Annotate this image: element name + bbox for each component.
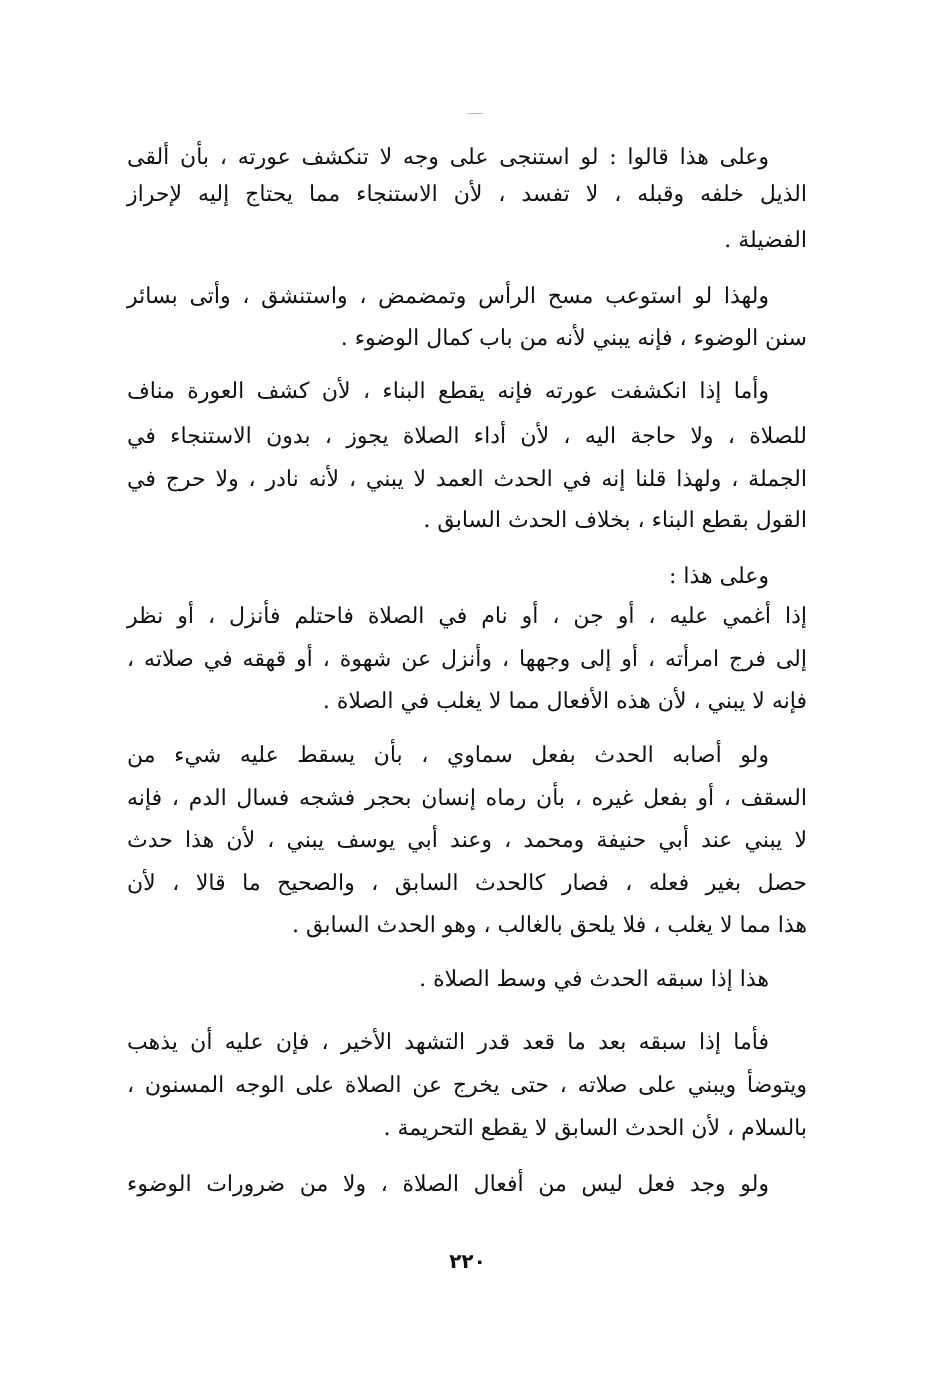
text-line: السقف ، أو بفعل غيره ، بأن رماه إنسان بحجر فشجه فسال الدم ، فإنه: [127, 786, 807, 811]
text-line: ولهذا لو استوعب مسح الرأس وتمضمض ، واستنشق ، وأتى بسائر: [127, 284, 770, 309]
text-line: حصل بغير فعله ، فصار كالحدث السابق ، والصحيح ما قالا ، لأن: [127, 871, 807, 896]
text-line: الفضيلة .: [724, 228, 807, 253]
text-line: ولو وجد فعل ليس من أفعال الصلاة ، ولا من ضرورات الوضوء: [127, 1172, 769, 1197]
text-line: ويتوضأ ويبني على صلاته ، حتى يخرج عن الصلاة على الوجه المسنون ،: [127, 1073, 807, 1098]
text-line: للصلاة ، ولا حاجة اليه ، لأن أداء الصلاة يجوز ، بدون الاستنجاء في: [127, 424, 807, 449]
page-number: ٢٢٠: [449, 1249, 486, 1273]
text-line: وعلى هذا :: [668, 564, 769, 589]
text-line: بالسلام ، لأن الحدث السابق لا يقطع التحريمة .: [383, 1116, 807, 1141]
text-line: إذا أغمي عليه ، أو جن ، أو نام في الصلاة فاحتلم فأنزل ، أو نظر: [127, 604, 807, 629]
text-line: هذا مما لا يغلب ، فلا يلحق بالغالب ، وهو الحدث السابق .: [292, 913, 807, 938]
text-line: إلى فرج امرأته ، أو إلى وجهها ، وأنزل عن شهوة ، أو قهقه في صلاته ،: [127, 647, 807, 672]
text-line: وأما إذا انكشفت عورته فإنه يقطع البناء ، لأن كشف العورة مناف: [127, 379, 769, 404]
text-line: هذا إذا سبقه الحدث في وسط الصلاة .: [419, 967, 769, 992]
text-line: سنن الوضوء ، فإنه يبني لأنه من باب كمال الوضوء .: [340, 326, 807, 351]
text-line: لا يبني عند أبي حنيفة ومحمد ، وعند أبي يوسف يبني ، لأن هذا حدث: [127, 828, 807, 853]
top-rule: [467, 113, 483, 114]
text-line: الذيل خلفه وقبله ، لا تفسد ، لأن الاستنجاء مما يحتاج إليه لإحراز: [127, 182, 807, 207]
text-line: فأما إذا سبقه بعد ما قعد قدر التشهد الأخير ، فإن عليه أن يذهب: [127, 1030, 769, 1055]
text-line: وعلى هذا قالوا : لو استنجى على وجه لا تنكشف عورته ، بأن ألقى: [127, 145, 769, 170]
text-line: فإنه لا يبني ، لأن هذه الأفعال مما لا يغلب في الصلاة .: [322, 689, 807, 714]
text-line: الجملة ، ولهذا قلنا إنه في الحدث العمد لا يبني ، لأنه نادر ، ولا حرج في: [127, 467, 807, 492]
text-line: القول بقطع البناء ، بخلاف الحدث السابق .: [423, 508, 807, 533]
text-line: ولو أصابه الحدث بفعل سماوي ، بأن يسقط عليه شيء من: [127, 743, 769, 768]
